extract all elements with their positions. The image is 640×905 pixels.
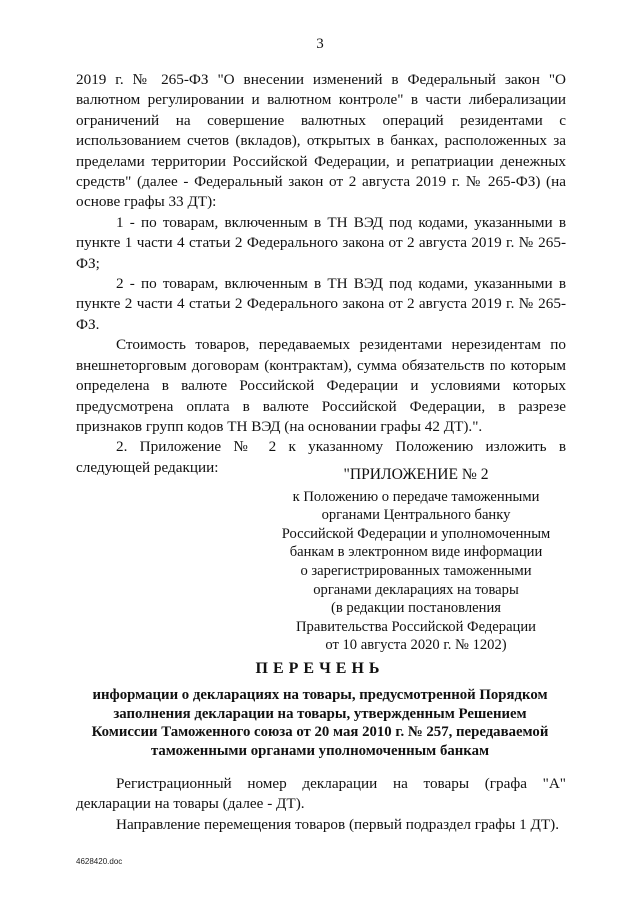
appendix-line: Российской Федерации и уполномоченным (281, 525, 551, 542)
subtitle-line: информации о декларациях на товары, предусмотренной Порядком (92, 687, 548, 703)
list-item: Направление перемещения товаров (первый подраздел графы 1 ДТ). (116, 815, 560, 833)
subtitle-line: Комиссии Таможенного союза от 20 мая 2010 г. № 257, передаваемой (91, 724, 549, 741)
file-reference: 4628420.doc (76, 857, 123, 866)
document-title: ПЕРЕЧЕНЬ (255, 660, 385, 677)
appendix-line: (в редакции постановления (331, 600, 501, 617)
paragraph-item-1: 1 - по товарам, включенным в ТН ВЭД под кодами, указанными в пункте 1 части 4 статьи 2 Федерального закона от 2 августа 2019 г. № 265-ФЗ; (76, 213, 566, 272)
paragraph-item-2: 2 - по товарам, включенным в ТН ВЭД под кодами, указанными в пункте 2 части 4 статьи 2 Федерального закона от 2 августа 2019 г. № 265-ФЗ. (76, 275, 566, 333)
list-body (76, 774, 566, 835)
paragraph-law-reference: 2019 г. № 265-ФЗ "О внесении изменений в Федеральный закон "О валютном регулировании и валютном контроле" в части либерализации ограничений на совершение валютных операций резидентами с использованием счетов (вкладов), открытых в банках, расположенных за пределами территории Российской Федерации, и репатриации денежных средств" (далее - Федеральный закон от 2 августа 2019 г. № 265-ФЗ) (на основе графы 33 ДТ): (76, 71, 566, 211)
subtitle-line: заполнения декларации на товары, утвержденным Решением (113, 705, 527, 722)
list-item: Регистрационный номер декларации на товары (графа "А" декларации на товары (далее - ДТ). (76, 775, 566, 813)
paragraph-goods-value: Стоимость товаров, передаваемых резидентами нерезидентам по внешнеторговым договорам (контрактам), сумма обязательств по которым определена в валюте Российской Федерации и условиями которых предусмотрена оплата в валюте Российской Федерации, в разрезе признаков групп кодов ТН ВЭД (на основании графы 42 ДТ).". (76, 336, 566, 435)
appendix-line: банкам в электронном виде информации (289, 544, 543, 561)
appendix-heading: "ПРИЛОЖЕНИЕ № 2 (343, 466, 489, 483)
body-text (76, 70, 566, 478)
page-number: 3 (316, 36, 324, 52)
paragraph-amendment: 2. Приложение № 2 к указанному Положению изложить в следующей редакции: (76, 438, 566, 476)
appendix-header (276, 466, 556, 655)
appendix-line: Правительства Российской Федерации (296, 618, 536, 635)
subtitle-line: таможенными органами уполномоченным банкам (150, 742, 490, 759)
appendix-line: от 10 августа 2020 г. № 1202) (325, 637, 507, 654)
document-subtitle (72, 686, 568, 760)
appendix-line: органами декларациях на товары (313, 581, 519, 598)
appendix-line: к Положению о передаче таможенными (292, 488, 540, 505)
appendix-line: органами Центрального банку (321, 507, 511, 524)
appendix-line: о зарегистрированных таможенными (300, 562, 532, 579)
